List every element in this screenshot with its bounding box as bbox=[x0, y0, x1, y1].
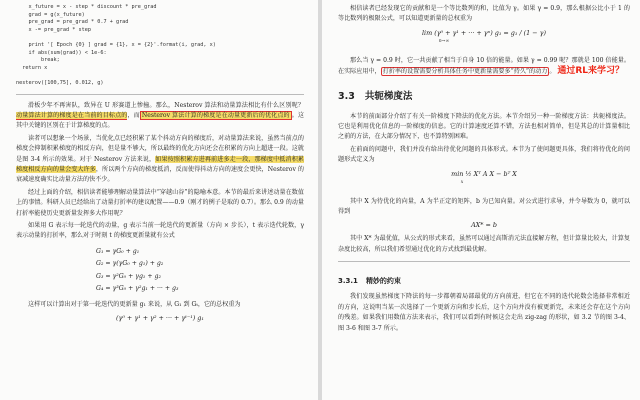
equation-momentum-series bbox=[96, 246, 304, 296]
divider bbox=[16, 94, 304, 95]
highlight-accumulate: 如果按照积累方进再前进多走一段，那梯度中抵消积累梯度相反方向的量会变大许多 bbox=[16, 155, 305, 173]
equation-line: G₂ = γ(γG₀ + g₁) + g₂ bbox=[96, 260, 164, 268]
paragraph-problem-def: 在前面的问题中，我们并没有给出待优化问题的具体形式。本节为了使问题更具体，我们将待优化的问题形式定义为 bbox=[338, 145, 630, 164]
right-page bbox=[322, 0, 640, 400]
section-title: 共轭梯度法 bbox=[364, 90, 413, 102]
code-line: grad = g(x_future) bbox=[16, 11, 85, 18]
code-listing bbox=[16, 4, 304, 88]
code-line: x_future = x - step * discount * pre_grad bbox=[16, 4, 157, 10]
paragraph-cg-intro: 本节的前面部分介绍了有关一阶梯度下降法的优化方法。本节介绍另一种一阶梯度方法：共轭梯度法。它也是利用优化信息的一阶梯度的信息。它的计算速度还算不错，方法也相对简单，但是其总的计算量相比之前的方法，在大部分情况下，也不算特别困难。 bbox=[338, 112, 630, 141]
equation-total-weight: (γ⁰ + γ¹ + γ² + ··· + γᵗ⁻¹) g₁ bbox=[116, 314, 204, 323]
equation-quadratic: min ½ Xᵀ A X − bᵀ X $^x$ bbox=[451, 169, 517, 185]
section-heading bbox=[338, 88, 630, 102]
subsection-heading bbox=[338, 276, 630, 286]
left-page bbox=[0, 0, 318, 400]
code-line: nesterov([100,75], 0.012, g) bbox=[16, 79, 104, 86]
equation-min-subscript: x bbox=[460, 179, 464, 185]
code-line: if abs(sum(grad)) < 1e-6: bbox=[16, 49, 107, 56]
paragraph-formula-intro: 如果用 G 表示每一轮迭代的动量，g 表示当前一轮迭代的更新量（方向 × 步长），t 表示迭代轮数，γ 表示动量的打折率，那么对于时刻 t 的梯度更新量就有公式 bbox=[16, 222, 304, 240]
handwritten-annotation: 通过RL来学习？ bbox=[557, 66, 625, 77]
equation-line: G₃ = γ²G₀ + γg₁ + g₂ bbox=[96, 272, 161, 280]
equation-limit: lim (γ⁰ + γ¹ + ··· + γⁿ) g₁ = g₁ / (1 − γ) $^{n\to\infty}$ bbox=[422, 28, 546, 44]
paragraph-momentum-value: 经过上面的介绍，相信读者能够理解动量算法中“穿越山谷”的隐喻本意。本节的最后来讲述动量在数值上的事情。科研人员已经给出了动量打折率的建议配置——0.9（刚才的例子是取的 0.7）。那么 0.9 的动量打折率能使历史更新量发挥多大作用呢？ bbox=[16, 188, 304, 217]
boxed-highlight-nesterov: Nesterov 算法计算的梯度是在动量更新后的优化点的 bbox=[141, 111, 290, 119]
highlight-momentum: 动量算法计算的梯度是在当前的目标点的 bbox=[16, 111, 128, 119]
paragraph-total-weight: 这样可以计算出对于第一轮迭代的更新量 g₁ 来说，从 G₁ 到 Gₜ，它的总权重为 bbox=[28, 300, 241, 308]
code-line: return x bbox=[16, 64, 48, 71]
boxed-underline-discount: 打折率的设置需要分析具体任务中更新量需要多“持久”的动力 bbox=[382, 68, 548, 76]
paragraph-optimum: 其中 X* 为最优值，从公式的形式来看，虽然可以通过高斯消元法直接解方程，但计算量比较大，计算复杂度比较高，所以我们希望通过优化的方式找到最优解。 bbox=[338, 235, 630, 253]
paragraph-variables: 其中 X 为待优化的向量，A 为半正定的矩阵，b 为已知向量。对公式进行求导，并令导数为 0，就可以得到 bbox=[338, 197, 630, 216]
divider bbox=[338, 261, 630, 262]
paragraph-geometric-series: 相信读者已经发现它的贡献和是一个等比数列的和，比值为 γ。如果 γ = 0.9，那么根据公比小于 1 的等比数列的极限公式，可以知道更新量的总权重为 bbox=[338, 5, 630, 23]
section-number: 3.3 bbox=[338, 90, 355, 102]
subsection-number: 3.3.1 bbox=[338, 277, 358, 286]
equation-limit-subscript: n→∞ bbox=[438, 38, 450, 44]
equation-line: G₄ = γ³G₀ + γ²g₁ + ··· + g₃ bbox=[96, 285, 179, 293]
code-line: break; bbox=[16, 57, 60, 64]
equation-line: G₁ = γG₀ + g₁ bbox=[96, 247, 140, 255]
code-line: print '[ Epoch {0} ] grad = {1}, x = {2}'.format(i, grad, x) bbox=[16, 41, 216, 48]
code-line: pre_grad = pre_grad * 0.7 + grad bbox=[16, 19, 129, 26]
paragraph-oscillation: 读者可以想象一个场景，当优化点已经积累了某个抖动方向的梯度后，对动量算法来说，虽然当前点的梯度会抑制积累梯度的相反方向，但是量不够大，所以最终的优化方向还会在积累的方向上超进一段。这就是图 3-4 所示的效果。对于 Nesterov 方法来说，如果按照积累方进再前进多走一段，那梯度中抵消积累梯度相反方向的量会变大许多，所以两个方向的梯度抵消，反而使得抖动方向的速度会更快，Nesterov 的衰减速度确实比动量方法的快不少。 bbox=[16, 134, 305, 184]
subsection-title: 精妙的约束 bbox=[365, 277, 401, 286]
paragraph-zigzag: 我们发现虽然梯度下降法的每一步都朝着局部最优的方向前进，但它在不同的迭代轮数会选择非常相近的方向，这说明当某一次选择了一个更新方向和步长后，这个方向并没有被更新完，未来还会存在这个方向的残差。如果我们用数值方法来表示，我们可以看到有时候这会走出 zig-zag 的形状，如 3.2 节的图 3-4、图 3-6 和图 3-7 所示。 bbox=[338, 293, 630, 332]
paragraph-nesterov-diff: 滑板少年不再害队，致异在 U 形赛道上惨撞。那么，Nesterov 算法和动量算法相比有什么区别呢？动量算法计算的梯度是在当前的目标点的，而 Nesterov 算法计算的梯度是在动量更新后的优化点的 。这其中关键的区别在于计算梯度的点。 bbox=[16, 101, 305, 130]
paragraph-discount-rate: 那么当 γ = 0.9 时，它一共贡献了相当于自身 10 倍的能量。如果 γ = 0.99 呢？那就是 100 倍能量。在实际应用中， 打折率的设置需要分析具体任务中更新量需要多“持久”的动力 。 通过RL来学习？ bbox=[338, 56, 630, 77]
code-line: x -= pre_grad * step bbox=[16, 26, 91, 33]
equation-linear-system: AX* = b bbox=[471, 221, 497, 230]
